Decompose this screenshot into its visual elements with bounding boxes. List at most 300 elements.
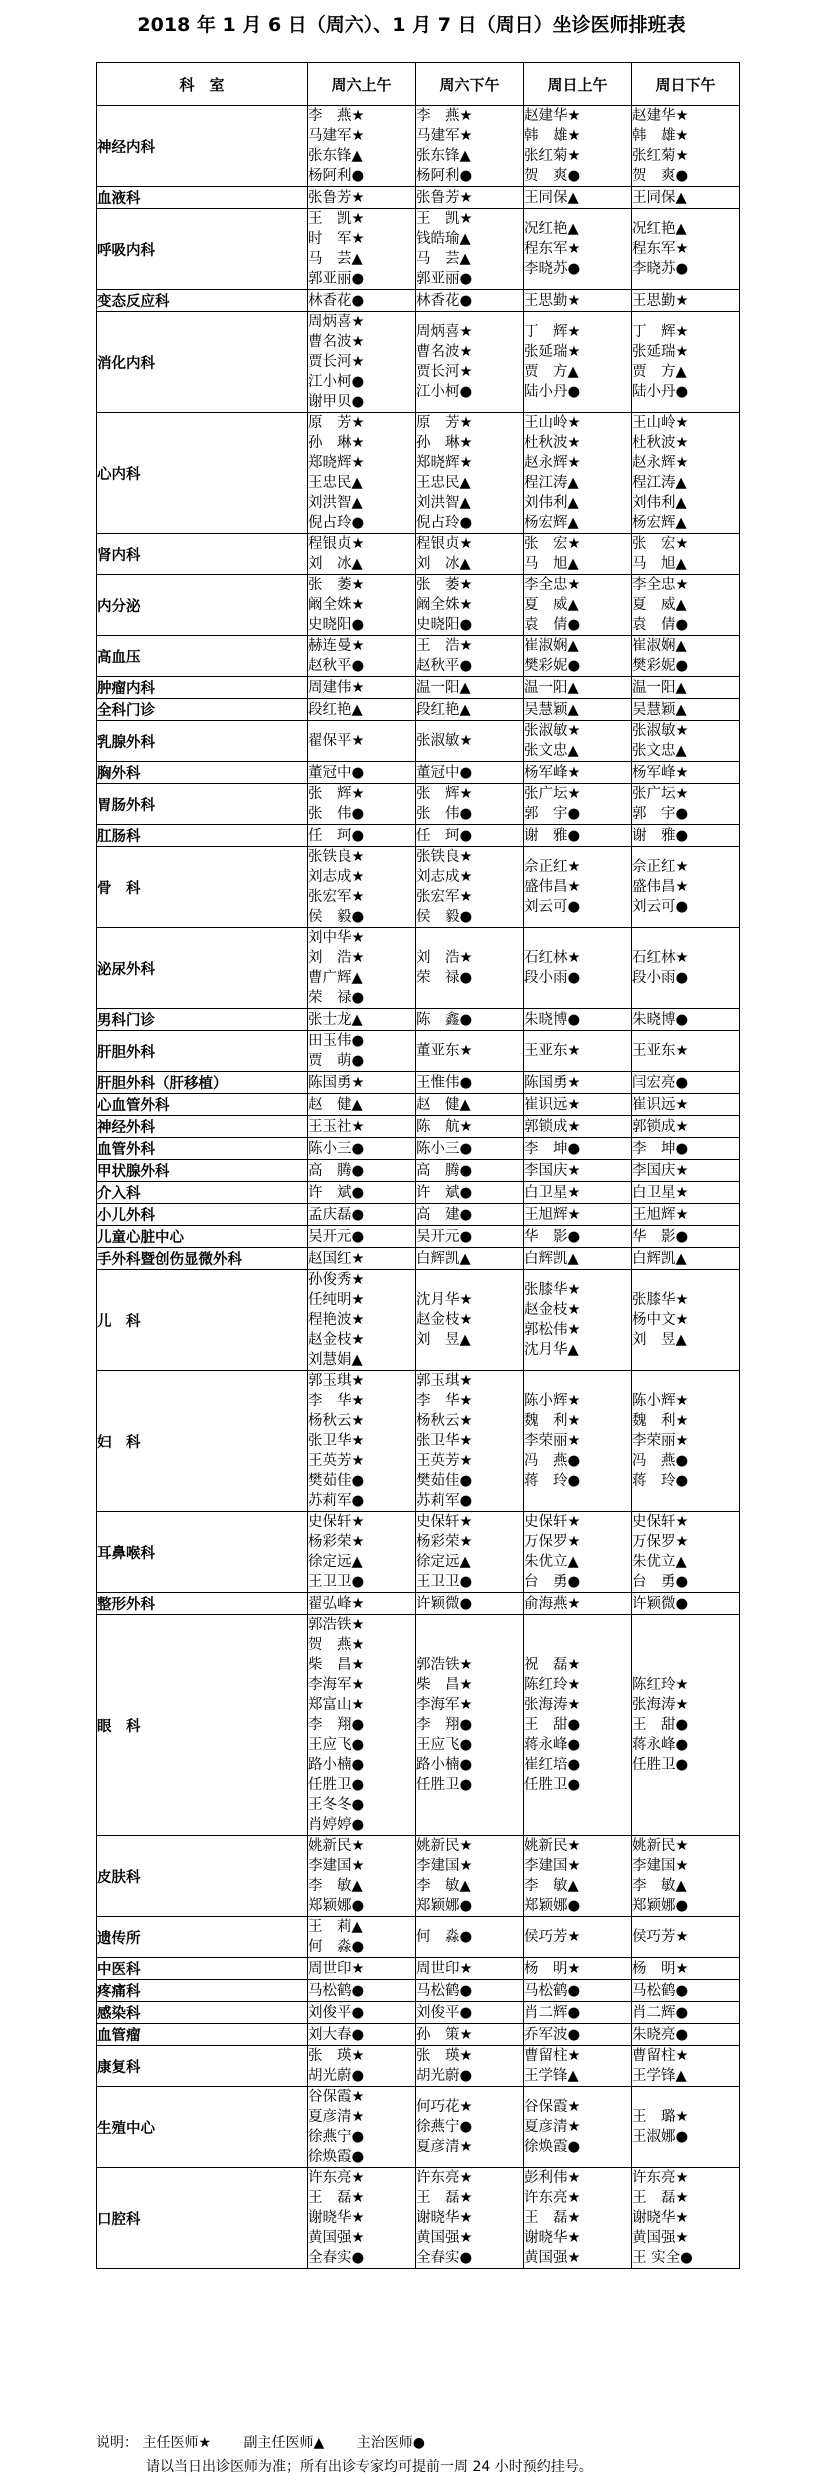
doctor-entry: 王英芳★ bbox=[308, 1453, 365, 1469]
doctor-entry: 陈小辉★ bbox=[524, 1393, 581, 1409]
schedule-cell bbox=[416, 1204, 524, 1226]
header-sun-am: 周日上午 bbox=[524, 63, 632, 106]
schedule-cell bbox=[416, 1009, 524, 1031]
doctor-entry: 苏莉军● bbox=[416, 1493, 473, 1509]
doctor-entry: 杜秋波★ bbox=[524, 435, 581, 451]
dept-name: 变态反应科 bbox=[97, 290, 308, 312]
schedule-cell bbox=[308, 187, 416, 209]
schedule-cell bbox=[308, 1593, 416, 1615]
schedule-table bbox=[96, 62, 740, 2269]
doctor-entry: 王 莉▲ bbox=[308, 1919, 363, 1935]
schedule-cell bbox=[632, 1512, 740, 1593]
table-row bbox=[97, 1248, 740, 1270]
doctor-entry: 马 旭▲ bbox=[524, 556, 579, 572]
doctor-entry: 张淑敏★ bbox=[632, 723, 689, 739]
schedule-cell bbox=[524, 1094, 632, 1116]
doctor-entry: 高 腾● bbox=[308, 1162, 365, 1179]
schedule-cell bbox=[308, 1980, 416, 2002]
doctor-entry: 刘志成★ bbox=[308, 869, 365, 885]
doctor-entry: 张 萎★ bbox=[308, 577, 365, 593]
dept-name: 康复科 bbox=[97, 2046, 308, 2087]
doctor-entry: 马 芸▲ bbox=[416, 251, 471, 267]
dept-name: 全科门诊 bbox=[97, 699, 308, 721]
doctor-entry: 郭亚丽● bbox=[308, 271, 365, 287]
doctor-entry: 王山岭★ bbox=[632, 415, 689, 431]
doctor-entry: 王 璐★ bbox=[632, 2109, 689, 2125]
doctor-entry: 王 磊★ bbox=[524, 2210, 581, 2226]
doctor-entry: 樊彩妮● bbox=[524, 658, 581, 674]
doctor-entry: 白辉凯▲ bbox=[632, 1250, 687, 1267]
doctor-entry: 张广坛★ bbox=[524, 786, 581, 802]
schedule-cell bbox=[416, 2002, 524, 2024]
doctor-entry: 何 淼● bbox=[308, 1939, 365, 1955]
doctor-entry: 赵国红★ bbox=[308, 1250, 365, 1267]
doctor-entry: 朱优立▲ bbox=[632, 1554, 687, 1570]
doctor-entry: 王冬冬● bbox=[308, 1797, 365, 1813]
doctor-entry: 杨 明★ bbox=[524, 1960, 581, 1977]
schedule-cell bbox=[524, 1226, 632, 1248]
doctor-entry: 沈月华▲ bbox=[524, 1342, 579, 1358]
schedule-cell bbox=[308, 1917, 416, 1958]
schedule-cell bbox=[308, 1226, 416, 1248]
doctor-entry: 任胜卫● bbox=[308, 1777, 365, 1793]
doctor-entry: 华 影● bbox=[524, 1228, 581, 1245]
doctor-entry: 贺 爽● bbox=[524, 168, 581, 184]
schedule-cell bbox=[308, 106, 416, 187]
dept-name: 耳鼻喉科 bbox=[97, 1512, 308, 1593]
doctor-entry: 刘 浩★ bbox=[416, 950, 473, 966]
doctor-entry: 马建军★ bbox=[416, 128, 473, 144]
doctor-entry: 杨宏辉▲ bbox=[524, 515, 579, 531]
doctor-entry: 王旭辉★ bbox=[632, 1206, 689, 1223]
doctor-entry: 郭玉琪★ bbox=[308, 1373, 365, 1389]
header-sat-am: 周六上午 bbox=[308, 63, 416, 106]
table-row bbox=[97, 1204, 740, 1226]
doctor-entry: 谢 雅● bbox=[524, 827, 581, 844]
doctor-entry: 蒋永峰● bbox=[524, 1737, 581, 1753]
doctor-entry: 赵金枝★ bbox=[308, 1332, 365, 1348]
doctor-entry: 陈 鑫● bbox=[416, 1011, 473, 1028]
doctor-entry: 苏莉军● bbox=[308, 1493, 365, 1509]
dept-name: 肾内科 bbox=[97, 534, 308, 575]
header-sat-pm: 周六下午 bbox=[416, 63, 524, 106]
schedule-cell bbox=[308, 677, 416, 699]
table-row bbox=[97, 534, 740, 575]
doctor-entry: 李全忠★ bbox=[632, 577, 689, 593]
dept-name: 骨 科 bbox=[97, 847, 308, 928]
doctor-entry: 李晓苏● bbox=[524, 261, 581, 277]
dept-name: 中医科 bbox=[97, 1958, 308, 1980]
doctor-entry: 程艳波★ bbox=[308, 1312, 365, 1328]
doctor-entry: 王 磊★ bbox=[632, 2190, 689, 2206]
dept-name: 血液科 bbox=[97, 187, 308, 209]
schedule-cell bbox=[632, 290, 740, 312]
doctor-entry: 佘正红★ bbox=[632, 859, 689, 875]
dept-name: 皮肤科 bbox=[97, 1836, 308, 1917]
doctor-entry: 段红艳▲ bbox=[308, 701, 363, 718]
doctor-entry: 谢晓华★ bbox=[632, 2210, 689, 2226]
doctor-entry: 张 瑛★ bbox=[308, 2048, 365, 2064]
table-row bbox=[97, 2024, 740, 2046]
doctor-entry: 张 瑛★ bbox=[416, 2048, 473, 2064]
dept-name: 妇 科 bbox=[97, 1371, 308, 1512]
table-row bbox=[97, 677, 740, 699]
schedule-cell bbox=[524, 1160, 632, 1182]
doctor-entry: 柴 昌★ bbox=[308, 1657, 365, 1673]
doctor-entry: 刘志成★ bbox=[416, 869, 473, 885]
schedule-cell bbox=[524, 825, 632, 847]
schedule-cell bbox=[632, 1980, 740, 2002]
doctor-entry: 贾 方▲ bbox=[524, 364, 579, 380]
schedule-cell bbox=[632, 1248, 740, 1270]
schedule-cell bbox=[632, 209, 740, 290]
doctor-entry: 陈小三● bbox=[416, 1140, 473, 1157]
doctor-entry: 贾长河★ bbox=[308, 354, 365, 370]
table-row bbox=[97, 1958, 740, 1980]
doctor-entry: 路小楠● bbox=[308, 1757, 365, 1773]
schedule-cell bbox=[308, 1371, 416, 1512]
schedule-cell bbox=[632, 1009, 740, 1031]
doctor-entry: 袁 倩● bbox=[632, 617, 689, 633]
doctor-entry: 石红林★ bbox=[632, 950, 689, 966]
table-row bbox=[97, 762, 740, 784]
doctor-entry: 刘 冰▲ bbox=[416, 556, 471, 572]
doctor-entry: 马松鹤● bbox=[632, 1982, 689, 1999]
doctor-entry: 李建国★ bbox=[524, 1858, 581, 1874]
doctor-entry: 郑富山★ bbox=[308, 1697, 365, 1713]
doctor-entry: 李海军★ bbox=[416, 1697, 473, 1713]
schedule-cell bbox=[416, 2168, 524, 2269]
schedule-cell bbox=[308, 1072, 416, 1094]
schedule-cell bbox=[416, 1512, 524, 1593]
doctor-entry: 张海涛★ bbox=[524, 1697, 581, 1713]
table-row bbox=[97, 1917, 740, 1958]
schedule-cell bbox=[308, 1138, 416, 1160]
legend-attending: 主治医师● bbox=[356, 2435, 425, 2451]
doctor-entry: 胡光蔚● bbox=[416, 2068, 473, 2084]
doctor-entry: 高 建● bbox=[416, 1206, 473, 1223]
table-row bbox=[97, 1593, 740, 1615]
doctor-entry: 谢甲贝● bbox=[308, 394, 365, 410]
doctor-entry: 赵 健▲ bbox=[416, 1096, 471, 1113]
doctor-entry: 钱皓瑜▲ bbox=[416, 231, 471, 247]
schedule-cell bbox=[524, 290, 632, 312]
schedule-cell bbox=[416, 2087, 524, 2168]
page-title: 2018 年 1 月 6 日（周六）、1 月 7 日（周日）坐诊医师排班表 bbox=[137, 14, 686, 36]
schedule-cell bbox=[524, 1009, 632, 1031]
schedule-cell bbox=[632, 312, 740, 413]
doctor-entry: 韩 雄★ bbox=[524, 128, 581, 144]
doctor-entry: 许 斌● bbox=[308, 1184, 365, 1201]
doctor-entry: 李全忠★ bbox=[524, 577, 581, 593]
doctor-entry: 董亚东★ bbox=[416, 1043, 473, 1059]
doctor-entry: 荣 禄● bbox=[308, 990, 365, 1006]
doctor-entry: 董冠中● bbox=[308, 764, 365, 781]
schedule-cell bbox=[308, 1512, 416, 1593]
schedule-cell bbox=[632, 1072, 740, 1094]
doctor-entry: 朱晓亮● bbox=[632, 2026, 689, 2043]
schedule-cell bbox=[308, 2046, 416, 2087]
doctor-entry: 李荣丽★ bbox=[632, 1433, 689, 1449]
doctor-entry: 台 勇● bbox=[632, 1574, 689, 1590]
doctor-entry: 张 宏★ bbox=[632, 536, 689, 552]
doctor-entry: 史保轩★ bbox=[632, 1514, 689, 1530]
doctor-entry: 原 芳★ bbox=[308, 415, 365, 431]
doctor-entry: 王同保▲ bbox=[632, 189, 687, 206]
doctor-entry: 张广坛★ bbox=[632, 786, 689, 802]
doctor-entry: 冯 燕● bbox=[632, 1453, 689, 1469]
table-row bbox=[97, 575, 740, 636]
doctor-entry: 阚全姝★ bbox=[416, 597, 473, 613]
doctor-entry: 倪占玲● bbox=[308, 515, 365, 531]
table-row bbox=[97, 636, 740, 677]
doctor-entry: 肖二辉● bbox=[524, 2004, 581, 2021]
schedule-cell bbox=[416, 534, 524, 575]
schedule-cell bbox=[524, 1371, 632, 1512]
doctor-entry: 吴慧颖▲ bbox=[632, 701, 687, 718]
schedule-cell bbox=[416, 209, 524, 290]
schedule-cell bbox=[524, 1615, 632, 1836]
schedule-cell bbox=[308, 413, 416, 534]
doctor-entry: 李 坤● bbox=[632, 1140, 689, 1157]
schedule-cell bbox=[308, 1204, 416, 1226]
dept-name: 肛肠科 bbox=[97, 825, 308, 847]
doctor-entry: 王 甜● bbox=[632, 1717, 689, 1733]
doctor-entry: 李海军★ bbox=[308, 1677, 365, 1693]
doctor-entry: 许颖微● bbox=[632, 1595, 689, 1612]
table-row bbox=[97, 290, 740, 312]
doctor-entry: 张铁良★ bbox=[416, 849, 473, 865]
doctor-entry: 石红林★ bbox=[524, 950, 581, 966]
doctor-entry: 张淑敏★ bbox=[416, 733, 473, 749]
schedule-cell bbox=[308, 1248, 416, 1270]
doctor-entry: 万保罗★ bbox=[524, 1534, 581, 1550]
schedule-cell bbox=[416, 1031, 524, 1072]
doctor-entry: 贺 燕★ bbox=[308, 1637, 365, 1653]
schedule-cell bbox=[632, 1593, 740, 1615]
schedule-cell bbox=[632, 187, 740, 209]
doctor-entry: 王英芳★ bbox=[416, 1453, 473, 1469]
doctor-entry: 吴开元● bbox=[308, 1228, 365, 1245]
schedule-cell bbox=[632, 1371, 740, 1512]
doctor-entry: 杨军峰★ bbox=[524, 764, 581, 781]
doctor-entry: 曹名波★ bbox=[416, 344, 473, 360]
doctor-entry: 杜秋波★ bbox=[632, 435, 689, 451]
doctor-entry: 崔淑娴▲ bbox=[632, 638, 687, 654]
schedule-cell bbox=[632, 636, 740, 677]
dept-name: 内分泌 bbox=[97, 575, 308, 636]
doctor-entry: 陆小丹● bbox=[632, 384, 689, 400]
doctor-entry: 刘伟利▲ bbox=[524, 495, 579, 511]
schedule-cell bbox=[308, 1958, 416, 1980]
doctor-entry: 侯巧芳★ bbox=[524, 1929, 581, 1945]
doctor-entry: 温一阳▲ bbox=[416, 679, 471, 696]
table-row bbox=[97, 825, 740, 847]
schedule-body bbox=[97, 106, 740, 2269]
doctor-entry: 赵永辉★ bbox=[632, 455, 689, 471]
doctor-entry: 张 辉★ bbox=[416, 786, 473, 802]
schedule-cell bbox=[308, 2024, 416, 2046]
doctor-entry: 周世印★ bbox=[308, 1960, 365, 1977]
schedule-cell bbox=[308, 1182, 416, 1204]
table-row bbox=[97, 1138, 740, 1160]
doctor-entry: 许东亮★ bbox=[632, 2170, 689, 2186]
schedule-cell bbox=[416, 290, 524, 312]
doctor-entry: 祝 磊★ bbox=[524, 1657, 581, 1673]
schedule-cell bbox=[632, 762, 740, 784]
dept-name: 手外科暨创伤显微外科 bbox=[97, 1248, 308, 1270]
doctor-entry: 徐定远▲ bbox=[308, 1554, 363, 1570]
table-row bbox=[97, 413, 740, 534]
doctor-entry: 许 斌● bbox=[416, 1184, 473, 1201]
doctor-entry: 周炳喜★ bbox=[308, 314, 365, 330]
dept-name: 儿 科 bbox=[97, 1270, 308, 1371]
doctor-entry: 史晓阳● bbox=[416, 617, 473, 633]
doctor-entry: 孟庆磊● bbox=[308, 1206, 365, 1223]
schedule-cell bbox=[416, 825, 524, 847]
schedule-cell bbox=[524, 1836, 632, 1917]
doctor-entry: 张延瑞★ bbox=[632, 344, 689, 360]
schedule-cell bbox=[632, 928, 740, 1009]
doctor-entry: 翟弘峰★ bbox=[308, 1595, 365, 1612]
doctor-entry: 张卫华★ bbox=[308, 1433, 365, 1449]
schedule-cell bbox=[416, 413, 524, 534]
schedule-cell bbox=[632, 825, 740, 847]
legend-chief: 主任医师★ bbox=[142, 2435, 212, 2451]
dept-name: 男科门诊 bbox=[97, 1009, 308, 1031]
doctor-entry: 李国庆★ bbox=[632, 1162, 689, 1179]
schedule-cell bbox=[524, 1138, 632, 1160]
doctor-entry: 郑颖娜● bbox=[416, 1898, 473, 1914]
schedule-cell bbox=[416, 2024, 524, 2046]
doctor-entry: 李建国★ bbox=[632, 1858, 689, 1874]
doctor-entry: 张 宏★ bbox=[524, 536, 581, 552]
doctor-entry: 刘云可● bbox=[632, 899, 689, 915]
doctor-entry: 陈红玲★ bbox=[632, 1677, 689, 1693]
doctor-entry: 李建国★ bbox=[416, 1858, 473, 1874]
schedule-cell bbox=[308, 762, 416, 784]
doctor-entry: 侯 毅● bbox=[416, 909, 473, 925]
table-row bbox=[97, 187, 740, 209]
doctor-entry: 杨中文★ bbox=[632, 1312, 689, 1328]
doctor-entry: 王 凯★ bbox=[416, 211, 473, 227]
schedule-cell bbox=[416, 1116, 524, 1138]
doctor-entry: 郑晓辉★ bbox=[308, 455, 365, 471]
doctor-entry: 刘 昱▲ bbox=[632, 1332, 687, 1348]
doctor-entry: 杨阿利● bbox=[308, 168, 365, 184]
doctor-entry: 杨宏辉▲ bbox=[632, 515, 687, 531]
doctor-entry: 李 坤● bbox=[524, 1140, 581, 1157]
doctor-entry: 田玉伟● bbox=[308, 1033, 365, 1049]
schedule-cell bbox=[308, 1270, 416, 1371]
doctor-entry: 段红艳▲ bbox=[416, 701, 471, 718]
doctor-entry: 盛伟昌★ bbox=[632, 879, 689, 895]
dept-name: 整形外科 bbox=[97, 1593, 308, 1615]
doctor-entry: 荣 禄● bbox=[416, 970, 473, 986]
doctor-entry: 闫宏亮● bbox=[632, 1074, 689, 1091]
doctor-entry: 谢晓华★ bbox=[308, 2210, 365, 2226]
table-row bbox=[97, 784, 740, 825]
doctor-entry: 白卫星★ bbox=[524, 1184, 581, 1201]
table-row bbox=[97, 2046, 740, 2087]
doctor-entry: 况红艳▲ bbox=[524, 221, 579, 237]
doctor-entry: 樊茹佳● bbox=[416, 1473, 473, 1489]
dept-name: 神经内科 bbox=[97, 106, 308, 187]
table-row bbox=[97, 721, 740, 762]
schedule-cell bbox=[524, 413, 632, 534]
doctor-entry: 刘大春● bbox=[308, 2026, 365, 2043]
doctor-entry: 赵建华★ bbox=[632, 108, 689, 124]
doctor-entry: 李 敏▲ bbox=[524, 1878, 579, 1894]
doctor-entry: 江小柯● bbox=[308, 374, 365, 390]
schedule-cell bbox=[416, 847, 524, 928]
doctor-entry: 白辉凯▲ bbox=[416, 1250, 471, 1267]
schedule-cell bbox=[524, 762, 632, 784]
schedule-cell bbox=[632, 721, 740, 762]
doctor-entry: 段小雨● bbox=[524, 970, 581, 986]
doctor-entry: 杨 明★ bbox=[632, 1960, 689, 1977]
schedule-cell bbox=[416, 1226, 524, 1248]
doctor-entry: 刘伟利▲ bbox=[632, 495, 687, 511]
doctor-entry: 孙 琳★ bbox=[416, 435, 473, 451]
schedule-cell bbox=[632, 1958, 740, 1980]
doctor-entry: 王忠民▲ bbox=[308, 475, 363, 491]
schedule-cell bbox=[524, 1182, 632, 1204]
doctor-entry: 袁 倩● bbox=[524, 617, 581, 633]
doctor-entry: 马松鹤● bbox=[416, 1982, 473, 1999]
schedule-cell bbox=[632, 2087, 740, 2168]
doctor-entry: 马松鹤● bbox=[308, 1982, 365, 1999]
doctor-entry: 段小雨● bbox=[632, 970, 689, 986]
doctor-entry: 徐燕宁● bbox=[416, 2119, 473, 2135]
doctor-entry: 朱晓博● bbox=[632, 1011, 689, 1028]
doctor-entry: 刘洪智▲ bbox=[416, 495, 471, 511]
doctor-entry: 侯巧芳★ bbox=[632, 1929, 689, 1945]
schedule-cell bbox=[308, 575, 416, 636]
doctor-entry: 张海涛★ bbox=[632, 1697, 689, 1713]
doctor-entry: 李荣丽★ bbox=[524, 1433, 581, 1449]
doctor-entry: 赵永辉★ bbox=[524, 455, 581, 471]
doctor-entry: 蒋 玲● bbox=[632, 1473, 689, 1489]
doctor-entry: 李 燕★ bbox=[416, 108, 473, 124]
doctor-entry: 路小楠● bbox=[416, 1757, 473, 1773]
doctor-entry: 张 伟● bbox=[416, 806, 473, 822]
table-row bbox=[97, 2168, 740, 2269]
header-row bbox=[97, 63, 740, 106]
doctor-entry: 徐焕霞● bbox=[524, 2139, 581, 2155]
doctor-entry: 刘 浩★ bbox=[308, 950, 365, 966]
dept-name: 乳腺外科 bbox=[97, 721, 308, 762]
doctor-entry: 王 甜● bbox=[524, 1717, 581, 1733]
doctor-entry: 陈红玲★ bbox=[524, 1677, 581, 1693]
doctor-entry: 程东军★ bbox=[632, 241, 689, 257]
doctor-entry: 夏彦清★ bbox=[308, 2109, 365, 2125]
doctor-entry: 张宏军★ bbox=[416, 889, 473, 905]
doctor-entry: 刘俊平● bbox=[416, 2004, 473, 2021]
schedule-cell bbox=[308, 1009, 416, 1031]
schedule-cell bbox=[416, 699, 524, 721]
doctor-entry: 阚全姝★ bbox=[308, 597, 365, 613]
doctor-entry: 肖婷婷● bbox=[308, 1817, 365, 1833]
doctor-entry: 郭松伟★ bbox=[524, 1322, 581, 1338]
table-row bbox=[97, 699, 740, 721]
dept-name: 高血压 bbox=[97, 636, 308, 677]
schedule-cell bbox=[308, 209, 416, 290]
table-row bbox=[97, 2087, 740, 2168]
doctor-entry: 华 影● bbox=[632, 1228, 689, 1245]
schedule-cell bbox=[308, 2087, 416, 2168]
doctor-entry: 任 珂● bbox=[308, 827, 365, 844]
